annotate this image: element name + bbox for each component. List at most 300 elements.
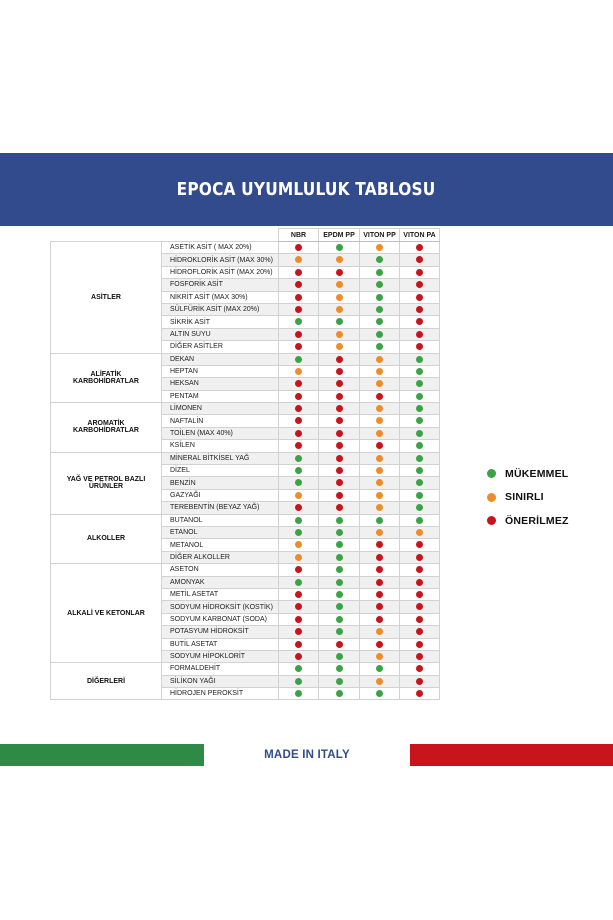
rating-cell bbox=[319, 390, 360, 402]
red-dot-icon bbox=[336, 405, 343, 412]
red-dot-icon bbox=[336, 417, 343, 424]
rating-cell bbox=[279, 613, 319, 625]
category-label: ASİTLER bbox=[51, 242, 162, 354]
chemical-name: DEKAN bbox=[162, 353, 279, 365]
rating-cell bbox=[319, 688, 360, 700]
rating-cell bbox=[400, 390, 440, 402]
red-dot-icon bbox=[295, 628, 302, 635]
red-dot-icon bbox=[295, 306, 302, 313]
rating-cell bbox=[360, 291, 400, 303]
chemical-name: PENTAM bbox=[162, 390, 279, 402]
red-dot-icon bbox=[295, 393, 302, 400]
category-label: ALKALİ VE KETONLAR bbox=[51, 564, 162, 663]
orange-dot-icon bbox=[376, 653, 383, 660]
rating-cell bbox=[319, 378, 360, 390]
legend-item-excellent bbox=[487, 462, 569, 486]
chemical-name: BUTANOL bbox=[162, 514, 279, 526]
orange-dot-icon bbox=[336, 256, 343, 263]
rating-cell bbox=[279, 626, 319, 638]
rating-cell bbox=[360, 638, 400, 650]
rating-cell bbox=[279, 514, 319, 526]
rating-cell bbox=[400, 477, 440, 489]
red-dot-icon bbox=[295, 244, 302, 251]
green-dot-icon bbox=[376, 294, 383, 301]
rating-cell bbox=[279, 365, 319, 377]
table-row bbox=[51, 403, 440, 415]
rating-cell bbox=[319, 601, 360, 613]
green-dot-icon bbox=[336, 690, 343, 697]
red-dot-icon bbox=[416, 653, 423, 660]
rating-cell bbox=[279, 489, 319, 501]
table-row bbox=[51, 663, 440, 675]
rating-cell bbox=[279, 502, 319, 514]
rating-cell bbox=[400, 688, 440, 700]
rating-cell bbox=[319, 539, 360, 551]
rating-cell bbox=[400, 601, 440, 613]
chemical-name: ETANOL bbox=[162, 526, 279, 538]
rating-cell bbox=[400, 254, 440, 266]
rating-cell bbox=[279, 403, 319, 415]
green-dot-icon bbox=[416, 455, 423, 462]
rating-cell bbox=[319, 341, 360, 353]
chemical-name: HEPTAN bbox=[162, 365, 279, 377]
rating-cell bbox=[279, 526, 319, 538]
red-dot-icon bbox=[336, 380, 343, 387]
red-dot-icon bbox=[416, 616, 423, 623]
legend-label: SINIRLI bbox=[505, 491, 544, 504]
rating-cell bbox=[319, 242, 360, 254]
rating-cell bbox=[400, 650, 440, 662]
orange-dot-icon bbox=[295, 554, 302, 561]
red-dot-icon bbox=[336, 356, 343, 363]
green-dot-icon bbox=[416, 393, 423, 400]
compatibility-table-container bbox=[50, 228, 440, 700]
red-dot-icon bbox=[336, 641, 343, 648]
rating-cell bbox=[319, 291, 360, 303]
rating-cell bbox=[360, 316, 400, 328]
rating-cell bbox=[360, 403, 400, 415]
green-dot-icon bbox=[376, 517, 383, 524]
rating-cell bbox=[319, 613, 360, 625]
rating-cell bbox=[319, 663, 360, 675]
green-dot-icon bbox=[416, 504, 423, 511]
green-dot-icon bbox=[336, 653, 343, 660]
rating-cell bbox=[400, 365, 440, 377]
orange-dot-icon bbox=[416, 529, 423, 536]
chemical-name: DİZEL bbox=[162, 465, 279, 477]
rating-cell bbox=[400, 291, 440, 303]
rating-cell bbox=[279, 328, 319, 340]
rating-cell bbox=[360, 266, 400, 278]
rating-cell bbox=[360, 279, 400, 291]
table-row bbox=[51, 514, 440, 526]
rating-cell bbox=[360, 353, 400, 365]
orange-dot-icon bbox=[376, 628, 383, 635]
rating-cell bbox=[360, 242, 400, 254]
rating-cell bbox=[400, 353, 440, 365]
red-dot-icon bbox=[295, 417, 302, 424]
rating-cell bbox=[360, 390, 400, 402]
rating-cell bbox=[319, 415, 360, 427]
rating-cell bbox=[319, 254, 360, 266]
legend-item-not-recommended bbox=[487, 509, 569, 533]
orange-dot-icon bbox=[376, 417, 383, 424]
orange-dot-icon bbox=[376, 405, 383, 412]
green-dot-icon bbox=[336, 579, 343, 586]
rating-cell bbox=[360, 576, 400, 588]
green-dot-icon bbox=[416, 492, 423, 499]
rating-cell bbox=[360, 365, 400, 377]
green-dot-icon bbox=[376, 343, 383, 350]
green-dot-icon bbox=[295, 467, 302, 474]
green-dot-icon bbox=[295, 690, 302, 697]
rating-cell bbox=[319, 266, 360, 278]
rating-cell bbox=[319, 588, 360, 600]
red-dot-icon bbox=[376, 603, 383, 610]
rating-cell bbox=[360, 465, 400, 477]
green-dot-icon bbox=[336, 678, 343, 685]
chemical-name: DİĞER ALKOLLER bbox=[162, 551, 279, 563]
green-dot-icon bbox=[376, 331, 383, 338]
rating-cell bbox=[360, 588, 400, 600]
green-dot-icon bbox=[376, 690, 383, 697]
red-dot-icon bbox=[416, 294, 423, 301]
orange-dot-icon bbox=[295, 368, 302, 375]
rating-cell bbox=[400, 440, 440, 452]
red-dot-icon bbox=[416, 256, 423, 263]
rating-cell bbox=[319, 279, 360, 291]
rating-cell bbox=[319, 502, 360, 514]
green-dot-icon bbox=[336, 554, 343, 561]
legend-label: ÖNERİLMEZ bbox=[505, 514, 569, 527]
red-dot-icon bbox=[295, 380, 302, 387]
rating-cell bbox=[279, 440, 319, 452]
red-dot-icon bbox=[376, 641, 383, 648]
rating-cell bbox=[279, 688, 319, 700]
green-dot-icon bbox=[295, 455, 302, 462]
rating-cell bbox=[279, 650, 319, 662]
header-blank-item bbox=[162, 229, 279, 242]
green-dot-icon bbox=[376, 318, 383, 325]
category-label: ALKOLLER bbox=[51, 514, 162, 564]
rating-cell bbox=[279, 390, 319, 402]
rating-cell bbox=[279, 378, 319, 390]
rating-cell bbox=[279, 601, 319, 613]
rating-cell bbox=[319, 650, 360, 662]
rating-cell bbox=[400, 427, 440, 439]
rating-cell bbox=[360, 675, 400, 687]
rating-cell bbox=[279, 316, 319, 328]
rating-cell bbox=[400, 539, 440, 551]
orange-dot-icon bbox=[487, 493, 496, 502]
red-dot-icon bbox=[416, 318, 423, 325]
rating-cell bbox=[360, 514, 400, 526]
rating-cell bbox=[400, 626, 440, 638]
column-header-viton-pa: VITON PA bbox=[400, 229, 440, 242]
rating-cell bbox=[319, 638, 360, 650]
rating-cell bbox=[319, 353, 360, 365]
rating-cell bbox=[400, 663, 440, 675]
legend-item-limited bbox=[487, 486, 569, 510]
red-dot-icon bbox=[416, 281, 423, 288]
green-dot-icon bbox=[336, 541, 343, 548]
orange-dot-icon bbox=[295, 492, 302, 499]
rating-cell bbox=[360, 489, 400, 501]
red-dot-icon bbox=[336, 504, 343, 511]
green-dot-icon bbox=[376, 665, 383, 672]
red-dot-icon bbox=[295, 504, 302, 511]
red-dot-icon bbox=[295, 616, 302, 623]
chemical-name: SODYUM HİDROKSİT (KOSTİK) bbox=[162, 601, 279, 613]
rating-cell bbox=[319, 576, 360, 588]
red-dot-icon bbox=[336, 492, 343, 499]
table-row bbox=[51, 564, 440, 576]
category-label: ALİFATİK KARBOHİDRATLAR bbox=[51, 353, 162, 403]
rating-cell bbox=[279, 588, 319, 600]
legend-label: MÜKEMMEL bbox=[505, 467, 569, 480]
orange-dot-icon bbox=[376, 492, 383, 499]
chemical-name: TOİLEN (MAX 40%) bbox=[162, 427, 279, 439]
rating-cell bbox=[279, 551, 319, 563]
rating-cell bbox=[319, 303, 360, 315]
chemical-name: BUTİL ASETAT bbox=[162, 638, 279, 650]
page-title: EPOCA UYUMLULUK TABLOSU bbox=[177, 179, 436, 200]
red-dot-icon bbox=[376, 442, 383, 449]
green-dot-icon bbox=[295, 517, 302, 524]
red-dot-icon bbox=[336, 368, 343, 375]
rating-cell bbox=[279, 576, 319, 588]
red-dot-icon bbox=[376, 591, 383, 598]
green-dot-icon bbox=[336, 566, 343, 573]
rating-cell bbox=[279, 427, 319, 439]
chemical-name: ASETİK ASİT ( MAX 20%) bbox=[162, 242, 279, 254]
rating-cell bbox=[279, 564, 319, 576]
rating-cell bbox=[279, 663, 319, 675]
red-dot-icon bbox=[416, 244, 423, 251]
red-dot-icon bbox=[416, 678, 423, 685]
orange-dot-icon bbox=[376, 244, 383, 251]
rating-cell bbox=[279, 266, 319, 278]
red-dot-icon bbox=[376, 579, 383, 586]
table-row bbox=[51, 242, 440, 254]
red-dot-icon bbox=[416, 541, 423, 548]
column-header-epdm-pp: EPDM PP bbox=[319, 229, 360, 242]
red-dot-icon bbox=[336, 467, 343, 474]
table-row bbox=[51, 353, 440, 365]
rating-cell bbox=[360, 328, 400, 340]
rating-cell bbox=[360, 564, 400, 576]
rating-cell bbox=[319, 328, 360, 340]
rating-cell bbox=[319, 564, 360, 576]
rating-cell bbox=[279, 638, 319, 650]
rating-cell bbox=[400, 514, 440, 526]
red-dot-icon bbox=[376, 616, 383, 623]
chemical-name: SODYUM HİPOKLORİT bbox=[162, 650, 279, 662]
green-dot-icon bbox=[336, 603, 343, 610]
green-dot-icon bbox=[416, 467, 423, 474]
header-blank-category bbox=[51, 229, 162, 242]
orange-dot-icon bbox=[336, 281, 343, 288]
red-dot-icon bbox=[416, 554, 423, 561]
rating-cell bbox=[400, 415, 440, 427]
orange-dot-icon bbox=[376, 529, 383, 536]
red-dot-icon bbox=[376, 393, 383, 400]
chemical-name: METİL ASETAT bbox=[162, 588, 279, 600]
rating-cell bbox=[400, 465, 440, 477]
rating-cell bbox=[400, 316, 440, 328]
category-label: YAĞ VE PETROL BAZLI ÜRÜNLER bbox=[51, 452, 162, 514]
rating-cell bbox=[279, 254, 319, 266]
rating-cell bbox=[319, 365, 360, 377]
rating-cell bbox=[319, 316, 360, 328]
rating-cell bbox=[360, 650, 400, 662]
rating-cell bbox=[319, 626, 360, 638]
green-dot-icon bbox=[487, 469, 496, 478]
chemical-name: POTASYUM HİDROKSİT bbox=[162, 626, 279, 638]
green-dot-icon bbox=[336, 517, 343, 524]
green-dot-icon bbox=[376, 281, 383, 288]
orange-dot-icon bbox=[295, 256, 302, 263]
rating-cell bbox=[360, 341, 400, 353]
rating-cell bbox=[360, 613, 400, 625]
chemical-name: AMONYAK bbox=[162, 576, 279, 588]
green-dot-icon bbox=[416, 517, 423, 524]
rating-cell bbox=[360, 626, 400, 638]
rating-cell bbox=[360, 688, 400, 700]
red-dot-icon bbox=[295, 294, 302, 301]
chemical-name: SÜLFÜRİK ASİT (MAX 20%) bbox=[162, 303, 279, 315]
rating-cell bbox=[400, 341, 440, 353]
green-dot-icon bbox=[416, 405, 423, 412]
rating-cell bbox=[279, 353, 319, 365]
orange-dot-icon bbox=[336, 306, 343, 313]
chemical-name: LİMONEN bbox=[162, 403, 279, 415]
red-dot-icon bbox=[295, 430, 302, 437]
rating-cell bbox=[360, 427, 400, 439]
chemical-name: FORMALDEHİT bbox=[162, 663, 279, 675]
chemical-name: NİKRİT ASİT (MAX 30%) bbox=[162, 291, 279, 303]
rating-cell bbox=[360, 526, 400, 538]
red-dot-icon bbox=[487, 516, 496, 525]
green-dot-icon bbox=[336, 244, 343, 251]
rating-cell bbox=[400, 675, 440, 687]
rating-cell bbox=[360, 415, 400, 427]
rating-cell bbox=[319, 440, 360, 452]
rating-cell bbox=[400, 551, 440, 563]
green-dot-icon bbox=[416, 442, 423, 449]
rating-cell bbox=[360, 254, 400, 266]
red-dot-icon bbox=[336, 393, 343, 400]
rating-cell bbox=[319, 427, 360, 439]
red-dot-icon bbox=[416, 628, 423, 635]
rating-cell bbox=[360, 303, 400, 315]
orange-dot-icon bbox=[376, 479, 383, 486]
green-dot-icon bbox=[336, 628, 343, 635]
green-dot-icon bbox=[336, 616, 343, 623]
rating-cell bbox=[400, 303, 440, 315]
chemical-name: MİNERAL BİTKİSEL YAĞ bbox=[162, 452, 279, 464]
chemical-name: KSİLEN bbox=[162, 440, 279, 452]
red-dot-icon bbox=[416, 306, 423, 313]
table-row bbox=[51, 452, 440, 464]
rating-cell bbox=[400, 279, 440, 291]
green-dot-icon bbox=[295, 479, 302, 486]
chemical-name: FOSFORİK ASİT bbox=[162, 279, 279, 291]
red-dot-icon bbox=[416, 343, 423, 350]
red-dot-icon bbox=[416, 603, 423, 610]
rating-cell bbox=[319, 403, 360, 415]
rating-cell bbox=[400, 378, 440, 390]
red-dot-icon bbox=[416, 331, 423, 338]
green-dot-icon bbox=[295, 579, 302, 586]
green-dot-icon bbox=[295, 356, 302, 363]
rating-cell bbox=[360, 539, 400, 551]
flag-stripe-red bbox=[410, 744, 613, 766]
red-dot-icon bbox=[416, 566, 423, 573]
red-dot-icon bbox=[336, 269, 343, 276]
legend bbox=[487, 462, 569, 533]
red-dot-icon bbox=[295, 442, 302, 449]
rating-cell bbox=[400, 576, 440, 588]
orange-dot-icon bbox=[376, 467, 383, 474]
rating-cell bbox=[279, 341, 319, 353]
rating-cell bbox=[279, 675, 319, 687]
orange-dot-icon bbox=[336, 294, 343, 301]
table-header-row bbox=[51, 229, 440, 242]
rating-cell bbox=[319, 551, 360, 563]
rating-cell bbox=[279, 242, 319, 254]
rating-cell bbox=[360, 477, 400, 489]
chemical-name: ASETON bbox=[162, 564, 279, 576]
green-dot-icon bbox=[295, 665, 302, 672]
chemical-name: SİKRİK ASİT bbox=[162, 316, 279, 328]
green-dot-icon bbox=[295, 529, 302, 536]
orange-dot-icon bbox=[376, 678, 383, 685]
rating-cell bbox=[279, 477, 319, 489]
red-dot-icon bbox=[295, 269, 302, 276]
chemical-name: HİDROKLORİK ASİT (MAX 30%) bbox=[162, 254, 279, 266]
rating-cell bbox=[400, 403, 440, 415]
red-dot-icon bbox=[295, 641, 302, 648]
chemical-name: GAZYAĞI bbox=[162, 489, 279, 501]
green-dot-icon bbox=[416, 368, 423, 375]
rating-cell bbox=[400, 613, 440, 625]
rating-cell bbox=[279, 539, 319, 551]
rating-cell bbox=[279, 415, 319, 427]
red-dot-icon bbox=[416, 690, 423, 697]
rating-cell bbox=[279, 291, 319, 303]
green-dot-icon bbox=[376, 256, 383, 263]
chemical-name: BENZİN bbox=[162, 477, 279, 489]
green-dot-icon bbox=[416, 430, 423, 437]
red-dot-icon bbox=[295, 603, 302, 610]
chemical-name: SİLİKON YAĞI bbox=[162, 675, 279, 687]
red-dot-icon bbox=[416, 591, 423, 598]
title-banner bbox=[0, 153, 613, 226]
green-dot-icon bbox=[336, 318, 343, 325]
orange-dot-icon bbox=[336, 331, 343, 338]
rating-cell bbox=[319, 489, 360, 501]
green-dot-icon bbox=[295, 678, 302, 685]
green-dot-icon bbox=[336, 529, 343, 536]
rating-cell bbox=[279, 279, 319, 291]
red-dot-icon bbox=[376, 554, 383, 561]
rating-cell bbox=[279, 303, 319, 315]
rating-cell bbox=[279, 465, 319, 477]
category-label: DİĞERLERİ bbox=[51, 663, 162, 700]
rating-cell bbox=[400, 328, 440, 340]
green-dot-icon bbox=[416, 356, 423, 363]
